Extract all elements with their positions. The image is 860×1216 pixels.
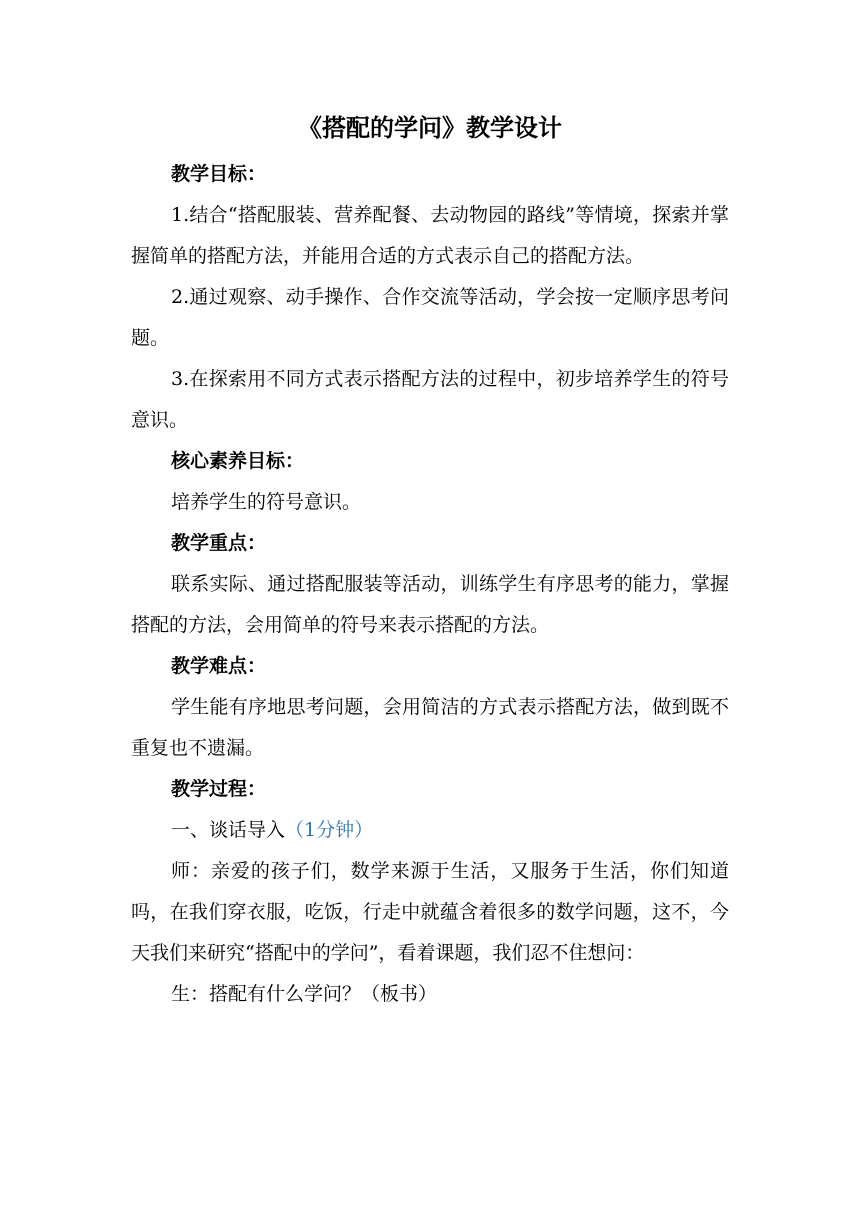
key-text: 联系实际、通过搭配服装等活动，训练学生有序思考的能力，掌握搭配的方法，会用简单的符号来表示搭配的方法。 <box>131 573 729 636</box>
core-text: 培养学生的符号意识。 <box>171 491 362 513</box>
goals-heading: 教学目标： <box>171 163 267 185</box>
section-1-heading <box>131 810 729 851</box>
section-1-time: （1分钟） <box>285 819 374 841</box>
difficulty-heading: 教学难点： <box>171 655 267 677</box>
teacher-text: 师：亲爱的孩子们，数学来源于生活，又服务于生活，你们知道吗，在我们穿衣服，吃饭，行走中就蕴含着很多的数学问题，这不，今天我们来研究“搭配中的学问”，看着课题，我们忍不住想问： <box>131 860 729 964</box>
document-title: 《搭配的学问》教学设计 <box>298 113 562 142</box>
difficulty-text: 学生能有序地思考问题，会用简洁的方式表示搭配方法，做到既不重复也不遗漏。 <box>131 696 729 759</box>
student-text: 生：搭配有什么学问？（板书） <box>171 983 438 1005</box>
document-body <box>131 154 729 1015</box>
section-1-label: 一、谈话导入 <box>171 819 286 841</box>
key-heading: 教学重点： <box>171 532 267 554</box>
goal-3: 3.在探索用不同方式表示搭配方法的过程中，初步培养学生的符号意识。 <box>131 368 729 431</box>
goal-1: 1.结合“搭配服装、营养配餐、去动物园的路线”等情境，探索并掌握简单的搭配方法，并能用合适的方式表示自己的搭配方法。 <box>131 204 729 267</box>
process-heading: 教学过程： <box>171 778 267 800</box>
goal-2: 2.通过观察、动手操作、合作交流等活动，学会按一定顺序思考问题。 <box>131 286 729 349</box>
core-heading: 核心素养目标： <box>171 450 305 472</box>
